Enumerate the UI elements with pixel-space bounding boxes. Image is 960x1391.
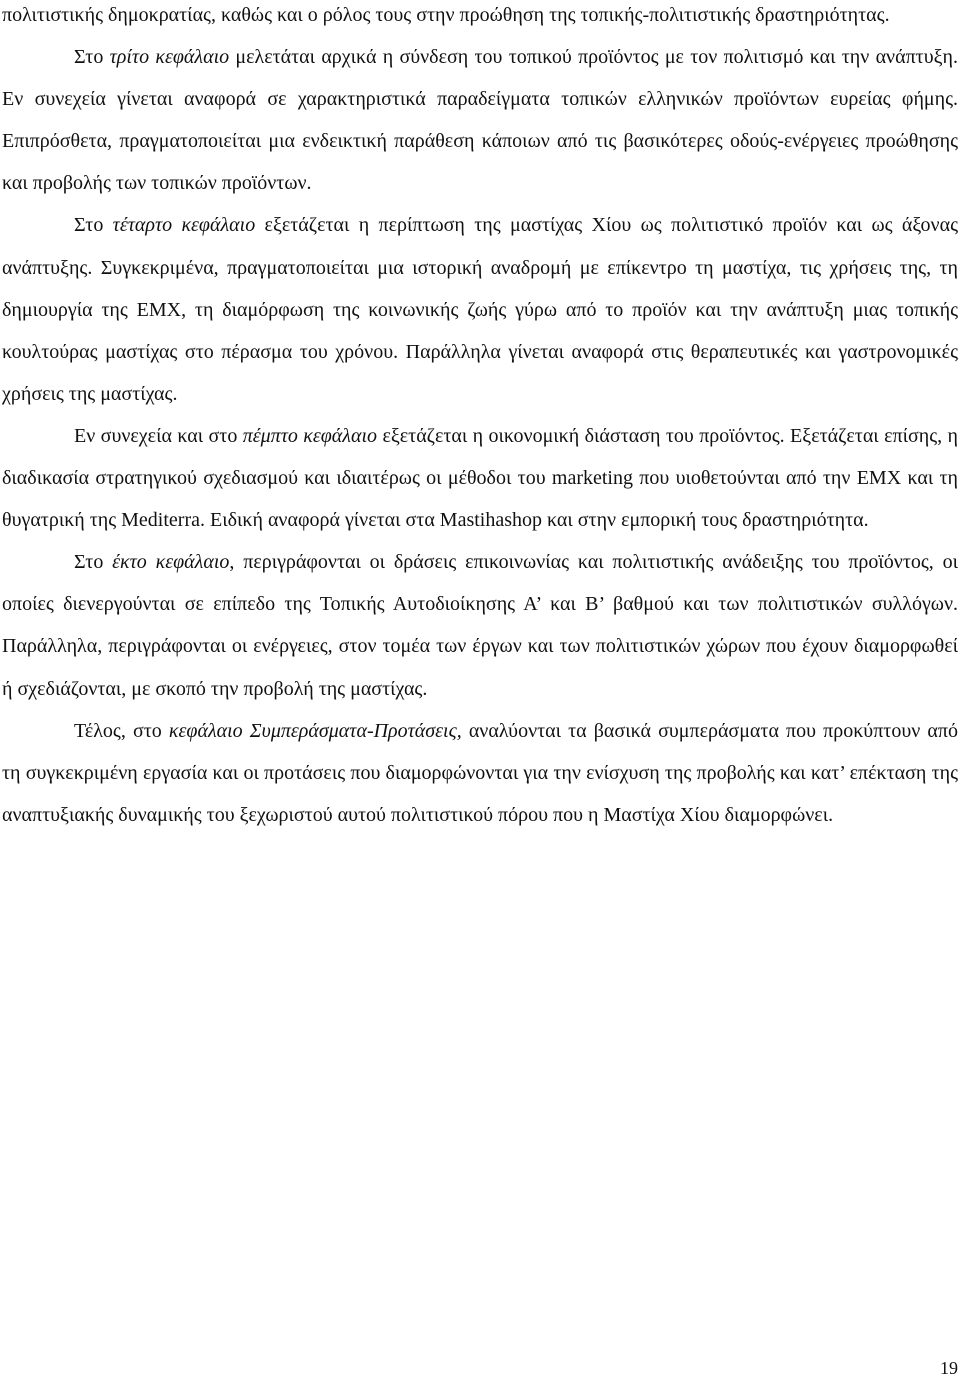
text-run: Στο bbox=[74, 214, 113, 237]
paragraph-fifth-chapter bbox=[2, 415, 958, 541]
paragraph-fourth-chapter bbox=[2, 204, 958, 414]
chapter-reference: έκτο κεφάλαιο bbox=[112, 551, 230, 574]
text-run: μελετάται αρχικά η σύνδεση του τοπικού προϊόντος με τον πολιτισμό και την ανάπτυξη. Εν συνεχεία γίνεται αναφορά σε χαρακτηριστικά παραδείγματα τοπικών ελληνικών προϊόντων ευρείας φήμης. Επιπρόσθετα, πραγματοποιείται μια ενδεικτική παράθεση κάποιων από τις βασικότερες οδούς-ενέργειες προώθησης και προβολής των τοπικών προϊόντων. bbox=[2, 46, 958, 195]
text-run: εξετάζεται η οικονομική διάσταση του προϊόντος. Εξετάζεται επίσης, η διαδικασία στρατηγικού σχεδιασμού και ιδιαιτέρως οι μέθοδοι του marketing που υιοθετούνται από την ΕΜΧ και τη θυγατρική της Mediterra. Ειδική αναφορά γίνεται στα Mastihashop και στην εμπορική τους δραστηριότητα. bbox=[2, 424, 958, 532]
text-run: Εν συνεχεία και στο bbox=[74, 424, 243, 447]
text-run: Στο bbox=[74, 46, 110, 69]
paragraph-sixth-chapter bbox=[2, 541, 958, 709]
text-run: αναλύονται τα βασικά συμπεράσματα που προκύπτουν από τη συγκεκριμένη εργασία και οι προτάσεις που διαμορφώνονται για την ενίσχυση της προβολής και κατ’ επέκταση της αναπτυξιακής δυναμικής του ξεχωριστού αυτού πολιτιστικού πόρου που η Μαστίχα Χίου διαμορφώνει. bbox=[2, 719, 958, 826]
document-body bbox=[2, 0, 958, 836]
text-run: Στο bbox=[74, 551, 113, 574]
text-run: εξετάζεται η περίπτωση της μαστίχας Χίου ως πολιτιστικό προϊόν και ως άξονας ανάπτυξης. Συγκεκριμένα, πραγματοποιείται μια ιστορική αναδρομή με επίκεντρο τη μαστίχα, τις χρήσεις της, τη δημιουργία της ΕΜΧ, τη διαμόρφωση της κοινωνικής ζωής γύρω από το προϊόν και την ανάπτυξη μιας τοπικής κουλτούρας μαστίχας στο πέρασμα του χρόνου. Παράλληλα γίνεται αναφορά στις θεραπευτικές και γαστρονομικές χρήσεις της μαστίχας. bbox=[2, 214, 958, 405]
text-run: πολιτιστικής δημοκρατίας, καθώς και ο ρόλος τους στην προώθηση της τοπικής-πολιτιστικής δραστηριότητας. bbox=[2, 4, 890, 26]
page-number: 19 bbox=[940, 1358, 958, 1378]
paragraph-third-chapter bbox=[2, 36, 958, 204]
paragraph-conclusions bbox=[2, 710, 958, 836]
paragraph-continuation bbox=[2, 0, 958, 36]
chapter-reference: πέμπτο κεφάλαιο bbox=[242, 424, 378, 447]
chapter-reference: κεφάλαιο Συμπεράσματα-Προτάσεις, bbox=[168, 719, 462, 742]
chapter-reference: τέταρτο κεφάλαιο bbox=[112, 214, 256, 237]
chapter-reference: τρίτο κεφάλαιο bbox=[109, 46, 230, 69]
text-run: Τέλος, στο bbox=[74, 719, 169, 742]
text-run: , περιγράφονται οι δράσεις επικοινωνίας και πολιτιστικής ανάδειξης του προϊόντος, οι οποίες διενεργούνται σε επίπεδο της Τοπικής Αυτοδιοίκησης Α’ και Β’ βαθμού και των πολιτιστικών συλλόγων. Παράλληλα, περιγράφονται οι ενέργειες, στον τομέα των έργων και των πολιτιστικών χώρων που έχουν διαμορφωθεί ή σχεδιάζονται, με σκοπό την προβολή της μαστίχας. bbox=[2, 551, 958, 700]
